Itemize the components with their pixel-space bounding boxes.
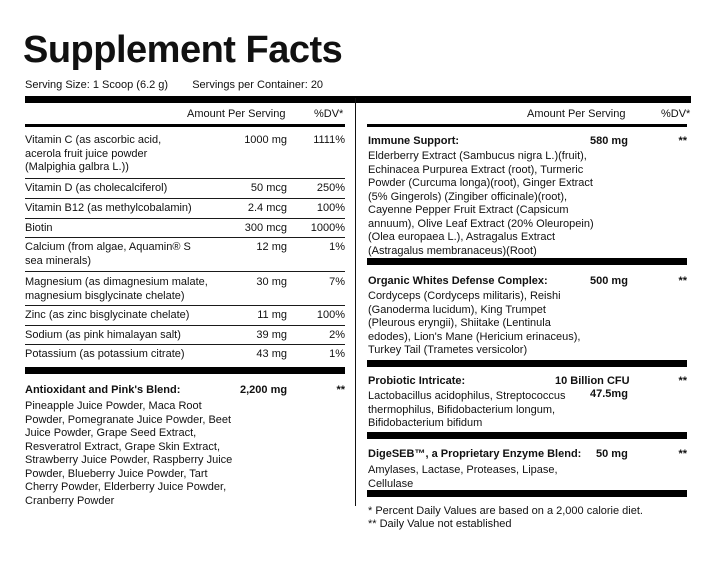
blend-amount: 50 mg [596,448,628,460]
nutrient-name: Potassium (as potassium citrate) [25,348,185,360]
nutrient-name: Sodium (as pink himalayan salt) [25,329,181,341]
row-divider [25,305,345,306]
nutrient-name: Vitamin C (as ascorbic acid, acerola fruit juice powder (Malpighia galbra L.)) [25,134,162,173]
nutrient-dv: 1111% [313,134,345,146]
nutrient-name: Vitamin D (as cholecalciferol) [25,182,168,194]
row-divider [25,218,345,219]
blend-name: DigeSEB™, a Proprietary Enzyme Blend: [368,448,582,460]
blend-ingredients: Cordyceps (Cordyceps militaris), Reishi (Ganoderma lucidum), King Trumpet (Pleurous eryngii), Shiitake (Lentinula edodes), Lion's Mane (Hericium erinaceus), Turkey Tail (Trametes versicolor) [368,290,581,356]
page-title: Supplement Facts [23,29,343,71]
nutrient-amount: 12 mg [256,241,287,253]
blend-dv: ** [678,275,687,287]
nutrient-name: Calcium (from algae, Aquamin® S sea minerals) [25,241,191,267]
right-bottom-rule [367,490,687,497]
column-divider [355,98,356,506]
blend-name: Organic Whites Defense Complex: [368,275,548,287]
nutrient-dv: 7% [329,276,345,288]
blend-amount: 580 mg [590,135,628,147]
blend-amount: 500 mg [590,275,628,287]
left-header-amount: Amount Per Serving [187,108,286,120]
row-divider [25,325,345,326]
blend-name: Antioxidant and Pink's Blend: [25,384,181,396]
blend-dv: ** [678,448,687,460]
left-blend-rule [25,367,345,374]
nutrient-dv: 100% [316,202,345,214]
nutrient-dv: 1% [329,348,345,360]
nutrient-amount: 1000 mg [244,134,287,146]
top-thick-rule [25,96,691,103]
blend-dv: ** [336,384,345,396]
nutrient-amount: 43 mg [256,348,287,360]
serving-info [25,79,323,92]
right-blend-rule [367,432,687,439]
row-divider [25,271,345,272]
nutrient-dv: 2% [329,329,345,341]
blend-ingredients: Lactobacillus acidophilus, Streptococcus thermophilus, Bifidobacterium longum, Bifidobacterium bifidum [368,390,566,429]
nutrient-name: Magnesium (as dimagnesium malate, magnesium bisglycinate chelate) [25,276,208,302]
blend-ingredients: Elderberry Extract (Sambucus nigra L.)(fruit), Echinacea Purpurea Extract (root), Turmeric Powder (Curcuma longa)(root), Ginger Extract (5% Gingerols) (Zingiber officinale)(root), Cayenne Pepper Fruit Extract (Capsicum annuum), Olive Leaf Extract (20% Oleuropein) (Olea europaea L.), Astragalus Extract (Astragalus membranaceus)(Root) [368,150,594,257]
blend-ingredients: Pineapple Juice Powder, Maca Root Powder, Pomegranate Juice Powder, Beet Juice Powder, Grape Seed Extract, Resveratrol Extract, Grape Skin Extract, Strawberry Juice Powder, Raspberry Juice Powder, Blueberry Juice Powder, Tart Cherry Powder, Elderberry Juice Powder, Cranberry Powder [25,400,233,507]
nutrient-amount: 39 mg [256,329,287,341]
footnote-not-established: ** Daily Value not established [368,518,512,530]
row-divider [25,344,345,345]
left-header-dv: %DV* [314,108,344,120]
right-header-amount: Amount Per Serving [527,108,626,120]
nutrient-dv: 250% [316,182,345,194]
blend-dv: ** [678,135,687,147]
left-header-rule [25,124,345,127]
nutrient-amount: 50 mcg [250,182,287,194]
footnote-dv: * Percent Daily Values are based on a 2,000 calorie diet. [368,505,643,517]
row-divider [25,237,345,238]
servings-per-container: Servings per Container: 20 [192,79,324,91]
blend-name: Immune Support: [368,135,460,147]
nutrient-amount: 300 mcg [244,222,287,234]
nutrient-dv: 1000% [310,222,345,234]
right-header-rule [367,124,687,127]
nutrient-amount: 30 mg [256,276,287,288]
blend-amount-mg: 47.5mg [590,388,628,400]
nutrient-name: Zinc (as zinc bisglycinate chelate) [25,309,190,321]
right-blend-rule [367,258,687,265]
right-header-dv: %DV* [661,108,691,120]
blend-ingredients: Amylases, Lactase, Proteases, Lipase, Cellulase [368,464,558,490]
blend-amount: 2,200 mg [240,384,288,396]
row-divider [25,178,345,179]
row-divider [25,198,345,199]
blend-name: Probiotic Intricate: [368,375,466,387]
serving-size: Serving Size: 1 Scoop (6.2 g) [25,79,169,91]
blend-amount: 10 Billion CFU [555,375,630,387]
nutrient-amount: 2.4 mcg [247,202,287,214]
nutrient-dv: 1% [329,241,345,253]
nutrient-name: Biotin [25,222,53,234]
nutrient-dv: 100% [316,309,345,321]
blend-dv: ** [678,375,687,387]
nutrient-name: Vitamin B12 (as methylcobalamin) [25,202,192,214]
right-blend-rule [367,360,687,367]
nutrient-amount: 11 mg [257,309,287,321]
